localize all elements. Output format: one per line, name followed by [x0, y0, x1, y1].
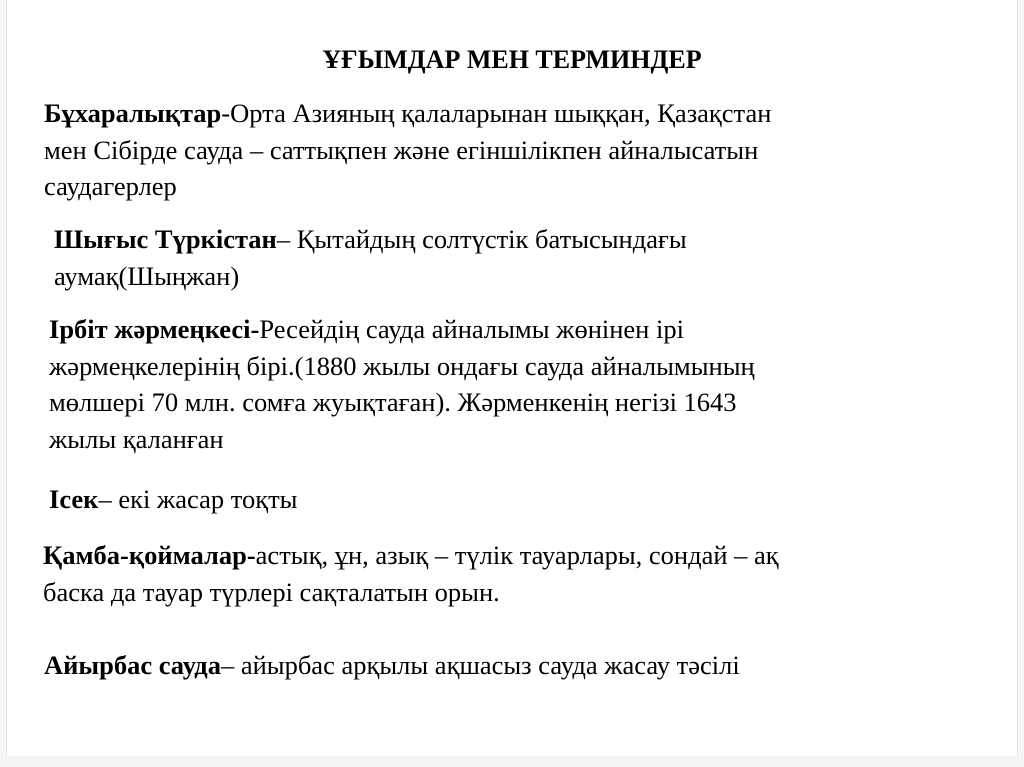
definition-text: -Орта Азияның қалаларынан шыққан, Қазақстан — [221, 98, 772, 128]
definition-line — [49, 481, 297, 518]
definition-line — [49, 311, 755, 348]
definition-text: Ресейдің сауда айналымы жөнінен ірі — [259, 314, 684, 344]
definition-line — [44, 95, 771, 132]
definition-term: Ісек — [49, 484, 99, 514]
definition-text: – екі жасар тоқты — [98, 484, 298, 514]
definition-text: – айырбас арқылы ақшасыз сауда жасау тәсілі — [220, 650, 740, 680]
definition-barter-trade — [44, 647, 740, 684]
definition-east-turkestan — [54, 221, 687, 294]
definition-line: мен Сібірде сауда – саттықпен және егіншілікпен айналысатын — [44, 134, 759, 165]
definition-line: жәрмеңкелерінің бірі.(1880 жылы ондағы сауда айналымының — [49, 350, 755, 381]
definition-text: астық, ұн, азық – түлік тауарлары, сондай – ақ — [255, 540, 779, 570]
definition-bukharans — [44, 95, 771, 205]
page-title: ҰҒЫМДАР МЕН ТЕРМИНДЕР — [322, 45, 702, 74]
definition-term: Айырбас сауда — [44, 650, 221, 680]
definition-isek — [49, 481, 297, 518]
definition-line — [54, 221, 687, 258]
definition-text: – Қытайдың солтүстік батысындағы — [276, 224, 687, 254]
definition-line: жылы қаланған — [49, 423, 224, 454]
definition-line — [44, 647, 740, 684]
slide — [6, 0, 1018, 756]
definition-term: Шығыс Түркістан — [54, 224, 277, 254]
definition-term: Бұхаралықтар — [44, 98, 222, 128]
definition-irbit-fair — [49, 311, 755, 457]
definition-term: Ірбіт жәрмеңкесі- — [49, 314, 260, 344]
definition-line: баска да тауар түрлері сақталатын орын. — [43, 576, 500, 607]
definition-line: мөлшері 70 млн. сомға жуықтаған). Жәрменкенің негізі 1643 — [49, 387, 737, 417]
definition-line: саудагерлер — [44, 171, 177, 201]
definition-term: Қамба-қоймалар- — [43, 540, 256, 570]
definition-line: аумақ(Шыңжан) — [54, 260, 240, 291]
definition-granaries — [43, 537, 779, 610]
definition-line — [43, 537, 779, 574]
